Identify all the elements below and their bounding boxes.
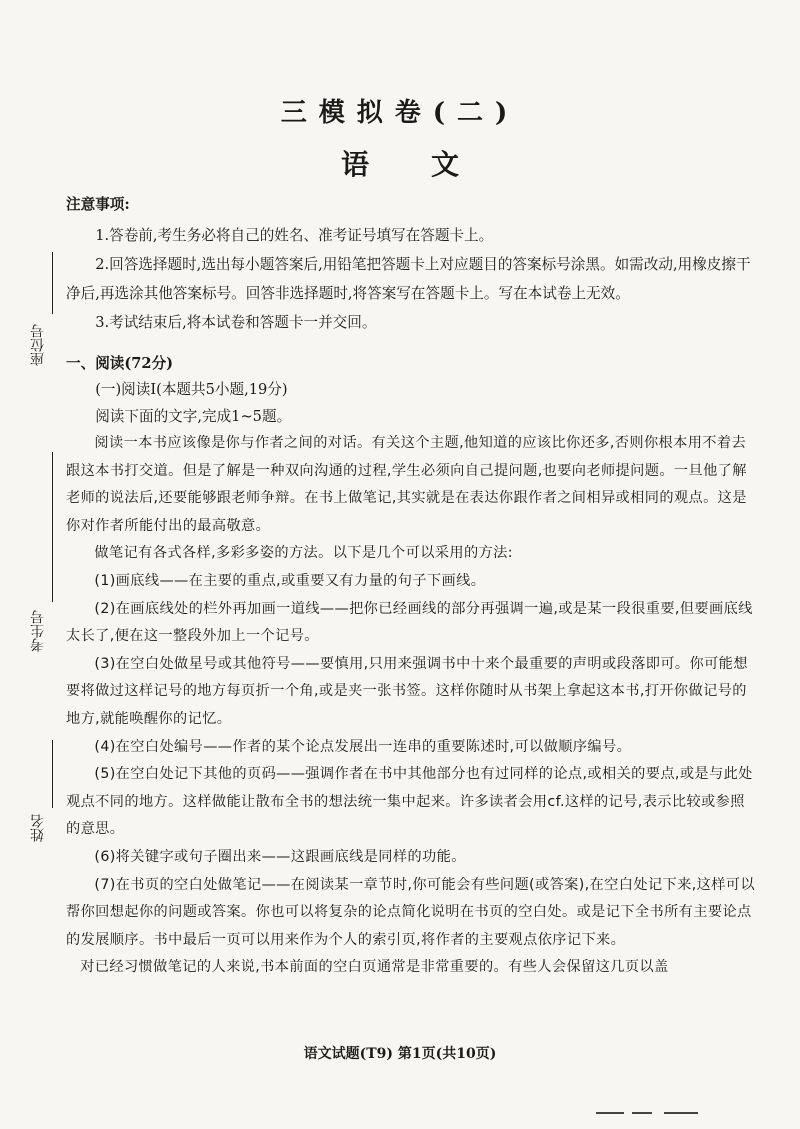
passage-paragraph: (5)在空白处记下其他的页码——强调作者在书中其他部分也有过同样的论点,或相关的要点,或是与此处观点不同的地方。这样做能让散布全书的想法统一集中起来。许多读者会用cf.这样的记号,表示比较或参照的意思。: [66, 766, 753, 838]
notice-item: 1.答卷前,考生务必将自己的姓名、准考证号填写在答题卡上。: [95, 227, 494, 244]
exam-number-field: [22, 452, 62, 662]
section-heading: 一、阅读(72分): [66, 355, 174, 372]
notice-item: 3.考试结束后,将本试卷和答题卡一并交回。: [95, 314, 377, 331]
exam-number-line: [52, 452, 53, 602]
passage-paragraph: (6)将关键字或句子圈出来——这跟画底线是同样的功能。: [94, 848, 466, 865]
name-line: [52, 740, 53, 808]
passage-paragraph: 对已经习惯做笔记的人来说,书本前面的空白页通常是非常重要的。有些人会保留这几页以盖: [80, 959, 669, 976]
passage-paragraph: 做笔记有各式各样,多彩多姿的方法。以下是几个可以采用的方法:: [94, 545, 513, 562]
passage-paragraph: (1)画底线——在主要的重点,或重要又有力量的句子下画线。: [94, 572, 486, 589]
exam-subject: 语文: [340, 148, 521, 181]
section-instruction: 阅读下面的文字,完成1~5题。: [95, 408, 292, 425]
seat-number-line: [52, 252, 53, 314]
exam-content: [66, 192, 756, 982]
exam-title: 三模拟卷(二): [280, 98, 520, 128]
name-label: 姓名: [30, 814, 46, 842]
notice-item: 2.回答选择题时,选出每小题答案后,用铅笔把答题卡上对应题目的答案标号涂黑。如需改动,用橡皮擦干净后,再选涂其他答案标号。回答非选择题时,将答案写在答题卡上。写在本试卷上无效。: [66, 256, 751, 302]
passage-paragraph: (7)在书页的空白处做笔记——在阅读某一章节时,你可能会有些问题(或答案),在空白处记下来,这样可以帮你回想起你的问题或答案。你也可以将复杂的论点简化说明在书页的空白处。或是记下全书所有主要论点的发展顺序。书中最后一页可以用来作为个人的索引页,将作者的主要观点依序记下来。: [66, 876, 755, 948]
seat-number-label: 座位号: [30, 324, 46, 366]
scan-mark: [596, 1112, 624, 1114]
passage-paragraph: 阅读一本书应该像是你与作者之间的对话。有关这个主题,他知道的应该比你还多,否则你根本用不着去跟这本书打交道。但是了解是一种双向沟通的过程,学生必须向自己提问题,也要向老师提问题。一旦他了解老师的说法后,还要能够跟老师争辩。在书上做笔记,其实就是在表达你跟作者之间相异或相同的观点。这是你对作者所能付出的最高敬意。: [66, 435, 747, 534]
scan-mark: [632, 1112, 652, 1114]
passage-paragraph: (2)在画底线处的栏外再加画一道线——把你已经画线的部分再强调一遍,或是某一段很重要,但要画底线太长了,便在这一整段外加上一个记号。: [66, 600, 753, 645]
exam-number-label: 考生号: [30, 610, 46, 652]
scan-mark: [664, 1112, 698, 1114]
passage-paragraph: (3)在空白处做星号或其他符号——要慎用,只用来强调书中十来个最重要的声明或段落即可。你可能想要将做过这样记号的地方每页折一个角,或是夹一张书签。这样你随时从书架上拿起这本书,打开你做记号的地方,就能唤醒你的记忆。: [66, 655, 748, 727]
page-footer: 语文试题(T9) 第1页(共10页): [303, 1046, 497, 1062]
name-field: [22, 740, 62, 850]
notice-heading: 注意事项:: [66, 196, 130, 213]
passage-paragraph: (4)在空白处编号——作者的某个论点发展出一连串的重要陈述时,可以做顺序编号。: [94, 738, 632, 755]
section-sub-heading: (一)阅读Ⅰ(本题共5小题,19分): [95, 381, 288, 398]
seat-number-field: [22, 252, 62, 382]
